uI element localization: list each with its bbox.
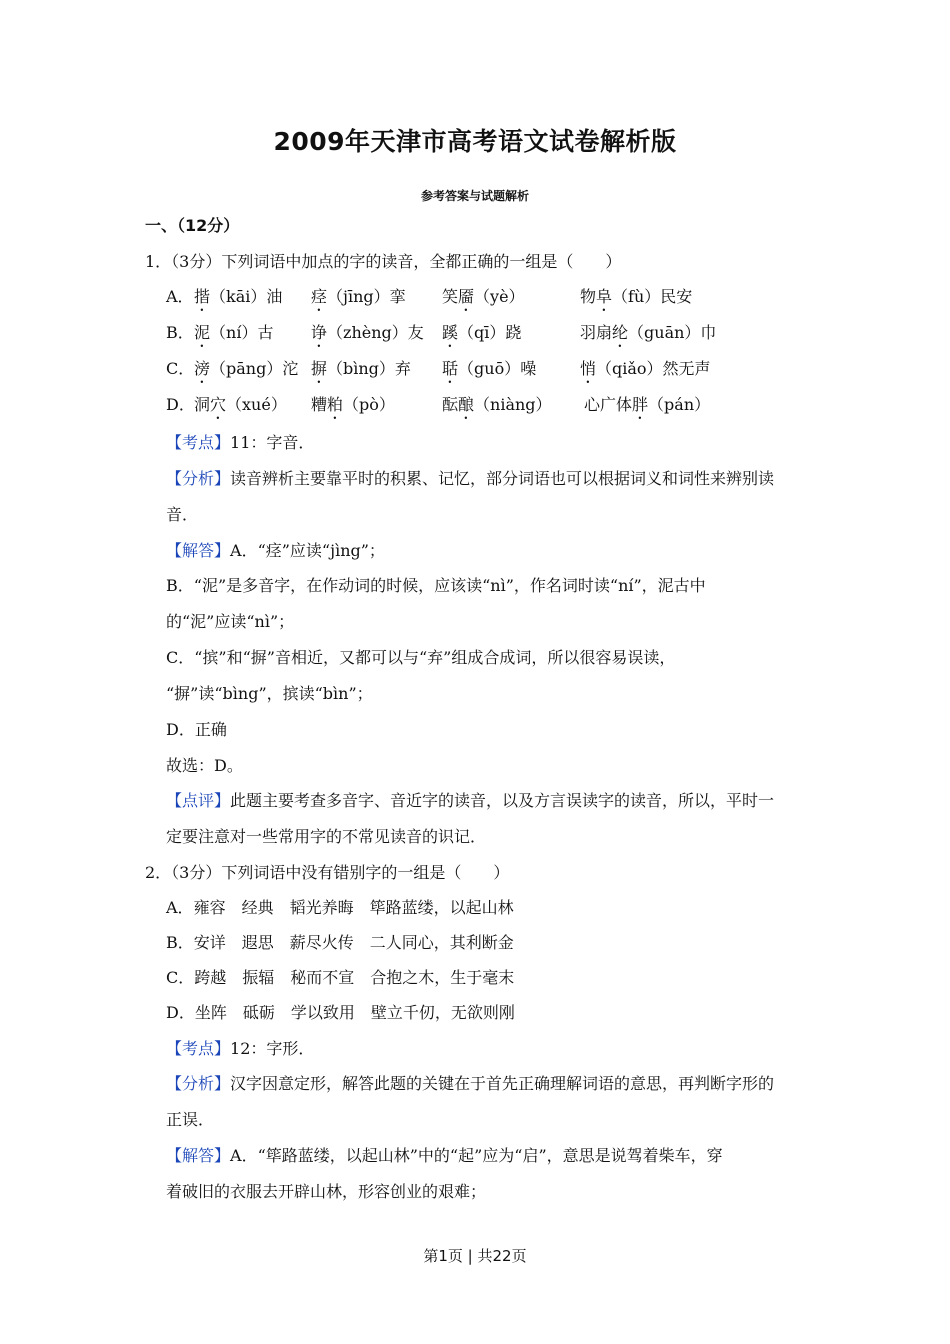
q1-answer: 故选：D。 <box>166 756 243 775</box>
q2-fenxi-cont: 正误． <box>166 1110 215 1129</box>
jieda-tag: 【解答】 <box>166 541 231 560</box>
q1-fenxi: 【分析】读音辨析主要靠平时的积累、记忆，部分词语也可以根据词义和词性来辨别读 <box>166 469 775 488</box>
q1-d-item-4: 心广体胖（pán） <box>584 395 711 414</box>
q1-c-item-2: 摒（bìng）弃 <box>311 359 411 378</box>
option-label: D． <box>166 395 195 414</box>
q2-option-a: A．雍容 经典 韬光养晦 筚路蓝缕，以起山林 <box>166 898 514 917</box>
q1-fenxi-cont: 音． <box>166 505 199 524</box>
q2-option-b: B．安详 遐思 薪尽火传 二人同心，其利断金 <box>166 933 514 952</box>
dianping-tag: 【点评】 <box>166 791 231 810</box>
page-footer: 第1页 | 共22页 <box>423 1247 527 1265</box>
q1-b-item-4: 羽扇纶（guān）巾 <box>580 323 717 342</box>
q1-d-item-2: 糟粕（pò） <box>311 395 395 414</box>
q1-b-item-1: 泥（ní）古 <box>194 323 274 342</box>
q1-b-item-3: 蹊（qī）跷 <box>442 323 522 342</box>
q1-a-item-1: 揩（kāi）油 <box>194 287 283 306</box>
question-2-stem: 2．（3分）下列词语中没有错别字的一组是（ ） <box>145 863 510 882</box>
q1-jieda-b-cont: 的“泥”应读“nì”； <box>166 612 295 631</box>
q1-jieda-d: D．正确 <box>166 720 227 739</box>
q1-dianping: 【点评】此题主要考查多音字、音近字的读音，以及方言误读字的读音，所以，平时一 <box>166 791 775 810</box>
q1-d-item-3: 酝酿（niàng） <box>442 395 552 414</box>
fenxi-tag: 【分析】 <box>166 469 231 488</box>
question-1-stem: 1．（3分）下列词语中加点的字的读音，全都正确的一组是（ ） <box>145 252 622 271</box>
q1-kaodian: 【考点】11：字音． <box>166 433 315 452</box>
kaodian-tag: 【考点】 <box>166 433 231 452</box>
fenxi-tag: 【分析】 <box>166 1074 231 1093</box>
q1-jieda-c-cont: “摒”读“bìng”，摈读“bìn”； <box>166 684 373 703</box>
q1-jieda-b: B．“泥”是多音字，在作动词的时候，应该读“nì”，作名词时读“ní”，泥古中 <box>166 576 706 595</box>
q2-option-c: C．跨越 振辐 秘而不宣 合抱之木，生于毫末 <box>166 968 515 987</box>
q1-dianping-cont: 定要注意对一些常用字的不常见读音的识记． <box>166 827 487 846</box>
q1-d-item-1: 洞穴（xué） <box>194 395 287 414</box>
kaodian-tag: 【考点】 <box>166 1039 231 1058</box>
q2-jieda: 【解答】A．“筚路蓝缕，以起山林”中的“起”应为“启”，意思是说驾着柴车，穿 <box>166 1146 723 1165</box>
q1-option-c <box>166 359 786 381</box>
q1-jieda: 【解答】A．“痉”应读“jìng”； <box>166 541 385 560</box>
q1-c-item-1: 滂（pāng）沱 <box>194 359 299 378</box>
q2-jieda-cont: 着破旧的衣服去开辟山林，形容创业的艰难； <box>166 1182 487 1201</box>
q1-option-a <box>166 287 786 309</box>
q1-a-item-3: 笑靥（yè） <box>442 287 525 306</box>
q2-kaodian: 【考点】12：字形． <box>166 1039 315 1058</box>
section-heading: 一、（12分） <box>145 216 240 235</box>
page-title: 2009年天津市高考语文试卷解析版 <box>273 127 677 156</box>
option-label: C． <box>166 359 195 378</box>
page-subtitle: 参考答案与试题解析 <box>420 189 529 203</box>
q1-b-item-2: 诤（zhèng）友 <box>311 323 424 342</box>
q2-fenxi: 【分析】汉字因意定形，解答此题的关键在于首先正确理解词语的意思，再判断字形的 <box>166 1074 775 1093</box>
option-label: A． <box>166 287 194 306</box>
q1-c-item-4: 悄（qiǎo）然无声 <box>580 359 711 378</box>
q1-c-item-3: 聒（guō）噪 <box>442 359 537 378</box>
q1-jieda-c: C．“摈”和“摒”音相近，又都可以与“弃”组成合成词，所以很容易误读， <box>166 648 676 667</box>
q1-option-d <box>166 395 786 417</box>
q1-option-b <box>166 323 786 345</box>
q1-a-item-2: 痉（jīng）挛 <box>311 287 406 306</box>
jieda-tag: 【解答】 <box>166 1146 231 1165</box>
q2-option-d: D．坐阵 砥砺 学以致用 壁立千仞，无欲则刚 <box>166 1003 515 1022</box>
q1-a-item-4: 物阜（fù）民安 <box>580 287 693 306</box>
option-label: B． <box>166 323 194 342</box>
